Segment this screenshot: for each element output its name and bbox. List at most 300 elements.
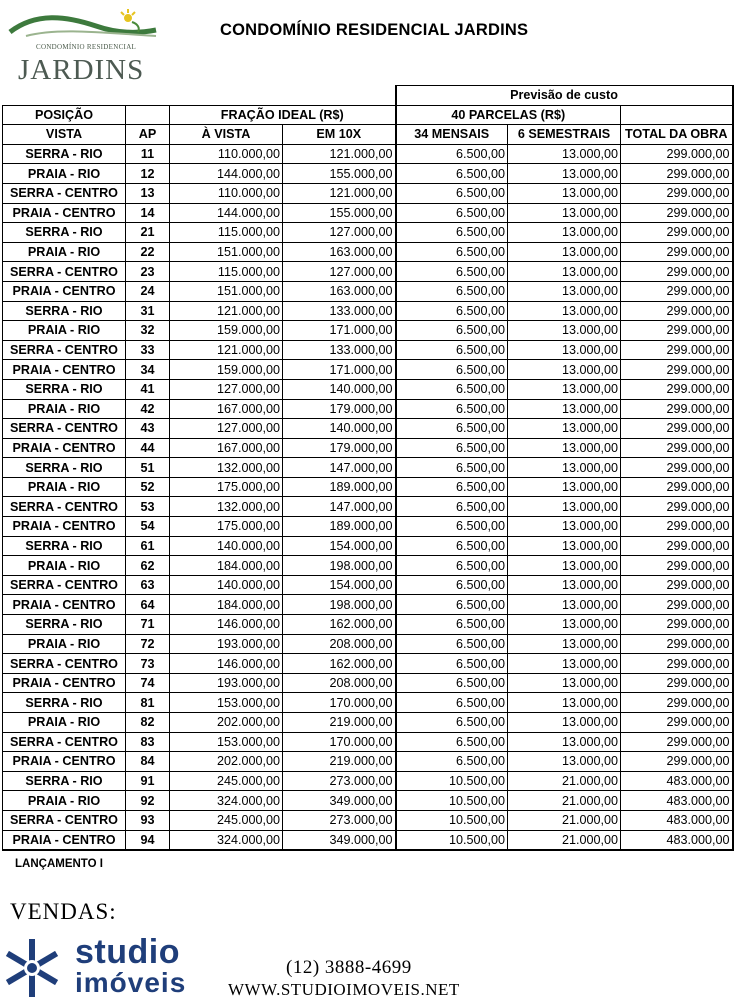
cell-ten: 171.000,00: [283, 321, 396, 341]
cell-semester: 13.000,00: [508, 164, 621, 184]
contact-phone: (12) 3888-4699: [286, 957, 412, 978]
cell-total: 299.000,00: [621, 732, 733, 752]
cell-cash: 110.000,00: [170, 183, 283, 203]
table-row: [3, 399, 733, 419]
cell-view: PRAIA - RIO: [3, 634, 126, 654]
cell-view: SERRA - CENTRO: [3, 654, 126, 674]
col-semester: 6 SEMESTRAIS: [508, 125, 621, 145]
table-row: [3, 203, 733, 223]
cell-total: 299.000,00: [621, 575, 733, 595]
cell-monthly: 6.500,00: [396, 223, 508, 243]
cell-cash: 202.000,00: [170, 752, 283, 772]
cell-cash: 159.000,00: [170, 321, 283, 341]
cell-apt: 12: [126, 164, 170, 184]
cell-total: 299.000,00: [621, 458, 733, 478]
cell-monthly: 6.500,00: [396, 438, 508, 458]
cell-cash: 245.000,00: [170, 810, 283, 830]
cell-cash: 115.000,00: [170, 262, 283, 282]
cell-ten: 163.000,00: [283, 281, 396, 301]
cell-ten: 208.000,00: [283, 673, 396, 693]
logo-subtitle: CONDOMÍNIO RESIDENCIAL: [36, 43, 137, 51]
cell-cash: 167.000,00: [170, 399, 283, 419]
cell-semester: 13.000,00: [508, 242, 621, 262]
cell-monthly: 6.500,00: [396, 654, 508, 674]
cell-view: PRAIA - CENTRO: [3, 595, 126, 615]
cell-apt: 73: [126, 654, 170, 674]
cell-apt: 84: [126, 752, 170, 772]
cell-cash: 140.000,00: [170, 575, 283, 595]
table-row: [3, 654, 733, 674]
cell-ten: 133.000,00: [283, 340, 396, 360]
cell-ten: 155.000,00: [283, 203, 396, 223]
cell-ten: 121.000,00: [283, 144, 396, 164]
table-row: [3, 340, 733, 360]
table-row: [3, 477, 733, 497]
table-row: [3, 575, 733, 595]
cell-ten: 349.000,00: [283, 791, 396, 811]
cell-ten: 140.000,00: [283, 419, 396, 439]
cell-cash: 121.000,00: [170, 340, 283, 360]
col-ten: EM 10X: [283, 125, 396, 145]
cell-apt: 42: [126, 399, 170, 419]
cell-view: SERRA - RIO: [3, 223, 126, 243]
cell-semester: 21.000,00: [508, 830, 621, 850]
cell-total: 299.000,00: [621, 242, 733, 262]
cell-view: SERRA - RIO: [3, 301, 126, 321]
cell-semester: 13.000,00: [508, 183, 621, 203]
cell-total: 483.000,00: [621, 771, 733, 791]
col-view: VISTA: [3, 125, 126, 145]
cell-cash: 153.000,00: [170, 732, 283, 752]
cell-ten: 208.000,00: [283, 634, 396, 654]
cell-total: 299.000,00: [621, 713, 733, 733]
cell-apt: 31: [126, 301, 170, 321]
cell-ten: 147.000,00: [283, 497, 396, 517]
table-row: [3, 223, 733, 243]
cell-semester: 13.000,00: [508, 419, 621, 439]
cell-ten: 189.000,00: [283, 477, 396, 497]
table-row: [3, 379, 733, 399]
price-table: [2, 85, 734, 851]
logo-wordmark: JARDINS: [18, 54, 145, 86]
cell-view: PRAIA - RIO: [3, 556, 126, 576]
cell-cash: 132.000,00: [170, 458, 283, 478]
table-row: [3, 634, 733, 654]
cell-total: 299.000,00: [621, 634, 733, 654]
cell-apt: 52: [126, 477, 170, 497]
cell-monthly: 6.500,00: [396, 164, 508, 184]
table-row: [3, 321, 733, 341]
studio-snowflake-icon: [2, 938, 62, 998]
cell-cash: 159.000,00: [170, 360, 283, 380]
cell-apt: 32: [126, 321, 170, 341]
cell-cash: 151.000,00: [170, 242, 283, 262]
cell-semester: 13.000,00: [508, 615, 621, 635]
cell-monthly: 6.500,00: [396, 634, 508, 654]
cell-view: PRAIA - CENTRO: [3, 360, 126, 380]
cell-apt: 92: [126, 791, 170, 811]
cell-apt: 43: [126, 419, 170, 439]
cell-apt: 54: [126, 517, 170, 537]
table-row: [3, 458, 733, 478]
cell-cash: 115.000,00: [170, 223, 283, 243]
cell-ten: 162.000,00: [283, 654, 396, 674]
cell-cash: 144.000,00: [170, 203, 283, 223]
table-row: [3, 615, 733, 635]
cell-semester: 13.000,00: [508, 438, 621, 458]
cell-total: 299.000,00: [621, 183, 733, 203]
cell-view: PRAIA - RIO: [3, 791, 126, 811]
cell-ten: 140.000,00: [283, 379, 396, 399]
cell-total: 299.000,00: [621, 340, 733, 360]
cell-view: PRAIA - RIO: [3, 477, 126, 497]
cell-apt: 53: [126, 497, 170, 517]
cell-semester: 13.000,00: [508, 575, 621, 595]
cell-monthly: 6.500,00: [396, 752, 508, 772]
cell-cash: 127.000,00: [170, 419, 283, 439]
cell-semester: 13.000,00: [508, 321, 621, 341]
table-row: [3, 360, 733, 380]
forecast-header: Previsão de custo: [396, 86, 733, 106]
cell-semester: 13.000,00: [508, 595, 621, 615]
cell-semester: 13.000,00: [508, 144, 621, 164]
cell-total: 299.000,00: [621, 144, 733, 164]
cell-view: PRAIA - CENTRO: [3, 752, 126, 772]
cell-view: SERRA - CENTRO: [3, 732, 126, 752]
cell-monthly: 6.500,00: [396, 321, 508, 341]
cell-apt: 91: [126, 771, 170, 791]
cell-semester: 13.000,00: [508, 654, 621, 674]
cell-ten: 219.000,00: [283, 713, 396, 733]
cell-view: SERRA - RIO: [3, 615, 126, 635]
cell-apt: 61: [126, 536, 170, 556]
cell-ten: 171.000,00: [283, 360, 396, 380]
cell-monthly: 6.500,00: [396, 673, 508, 693]
cell-cash: 144.000,00: [170, 164, 283, 184]
cell-apt: 14: [126, 203, 170, 223]
cell-total: 299.000,00: [621, 321, 733, 341]
table-row: [3, 262, 733, 282]
cell-ten: 179.000,00: [283, 399, 396, 419]
table-row: [3, 752, 733, 772]
cell-ten: 154.000,00: [283, 575, 396, 595]
cell-view: PRAIA - CENTRO: [3, 203, 126, 223]
table-row: [3, 183, 733, 203]
cell-apt: 21: [126, 223, 170, 243]
cell-cash: 175.000,00: [170, 517, 283, 537]
cell-semester: 13.000,00: [508, 477, 621, 497]
cell-semester: 13.000,00: [508, 379, 621, 399]
cell-total: 299.000,00: [621, 536, 733, 556]
studio-subtitle: imóveis: [75, 967, 187, 998]
table-row: [3, 517, 733, 537]
col-apt: AP: [126, 125, 170, 145]
table-row: [3, 673, 733, 693]
cell-total: 299.000,00: [621, 360, 733, 380]
cell-cash: 146.000,00: [170, 654, 283, 674]
cell-apt: 44: [126, 438, 170, 458]
table-row: [3, 791, 733, 811]
cell-view: SERRA - CENTRO: [3, 497, 126, 517]
cell-apt: 11: [126, 144, 170, 164]
cell-semester: 13.000,00: [508, 693, 621, 713]
cell-monthly: 6.500,00: [396, 497, 508, 517]
cell-total: 299.000,00: [621, 673, 733, 693]
cell-total: 299.000,00: [621, 497, 733, 517]
cell-ten: 163.000,00: [283, 242, 396, 262]
cell-cash: 146.000,00: [170, 615, 283, 635]
cell-ten: 147.000,00: [283, 458, 396, 478]
table-row: [3, 301, 733, 321]
cell-apt: 72: [126, 634, 170, 654]
cell-semester: 13.000,00: [508, 497, 621, 517]
cell-apt: 24: [126, 281, 170, 301]
cell-monthly: 10.500,00: [396, 791, 508, 811]
cell-ten: 273.000,00: [283, 810, 396, 830]
cell-ten: 349.000,00: [283, 830, 396, 850]
cell-ten: 170.000,00: [283, 693, 396, 713]
cell-cash: 132.000,00: [170, 497, 283, 517]
cell-view: SERRA - RIO: [3, 144, 126, 164]
cell-cash: 245.000,00: [170, 771, 283, 791]
cell-apt: 64: [126, 595, 170, 615]
cell-total: 299.000,00: [621, 281, 733, 301]
total-header-blank: [621, 105, 733, 125]
cell-monthly: 6.500,00: [396, 556, 508, 576]
cell-semester: 13.000,00: [508, 399, 621, 419]
cell-total: 299.000,00: [621, 438, 733, 458]
cell-cash: 140.000,00: [170, 536, 283, 556]
cell-cash: 184.000,00: [170, 556, 283, 576]
cell-ten: 198.000,00: [283, 556, 396, 576]
cell-semester: 13.000,00: [508, 203, 621, 223]
cell-view: SERRA - RIO: [3, 771, 126, 791]
cell-view: SERRA - CENTRO: [3, 419, 126, 439]
cell-cash: 110.000,00: [170, 144, 283, 164]
position-header: POSIÇÃO: [3, 105, 126, 125]
table-row: [3, 732, 733, 752]
cell-view: SERRA - CENTRO: [3, 810, 126, 830]
launch-note: LANÇAMENTO I: [15, 858, 103, 870]
table-row: [3, 693, 733, 713]
cell-total: 483.000,00: [621, 830, 733, 850]
cell-semester: 13.000,00: [508, 458, 621, 478]
cell-view: PRAIA - RIO: [3, 164, 126, 184]
cell-monthly: 6.500,00: [396, 732, 508, 752]
table-row: [3, 830, 733, 850]
table-row: [3, 713, 733, 733]
cell-monthly: 6.500,00: [396, 575, 508, 595]
cell-monthly: 6.500,00: [396, 379, 508, 399]
cell-cash: 193.000,00: [170, 634, 283, 654]
table-row: [3, 497, 733, 517]
cell-semester: 13.000,00: [508, 536, 621, 556]
cell-semester: 13.000,00: [508, 556, 621, 576]
cell-total: 299.000,00: [621, 164, 733, 184]
cell-view: PRAIA - RIO: [3, 242, 126, 262]
cell-ten: 219.000,00: [283, 752, 396, 772]
cell-ten: 179.000,00: [283, 438, 396, 458]
cell-monthly: 10.500,00: [396, 830, 508, 850]
cell-apt: 22: [126, 242, 170, 262]
cell-total: 299.000,00: [621, 693, 733, 713]
cell-total: 299.000,00: [621, 419, 733, 439]
cell-view: SERRA - CENTRO: [3, 575, 126, 595]
cell-view: PRAIA - RIO: [3, 713, 126, 733]
cell-cash: 153.000,00: [170, 693, 283, 713]
cell-apt: 51: [126, 458, 170, 478]
cell-monthly: 6.500,00: [396, 144, 508, 164]
cell-monthly: 6.500,00: [396, 360, 508, 380]
cell-view: PRAIA - CENTRO: [3, 517, 126, 537]
table-row: [3, 595, 733, 615]
contact-website[interactable]: WWW.STUDIOIMOVEIS.NET: [228, 980, 460, 999]
cell-semester: 13.000,00: [508, 340, 621, 360]
cell-apt: 23: [126, 262, 170, 282]
cell-monthly: 6.500,00: [396, 262, 508, 282]
cell-monthly: 6.500,00: [396, 183, 508, 203]
cell-semester: 13.000,00: [508, 752, 621, 772]
cell-ten: 133.000,00: [283, 301, 396, 321]
cell-monthly: 10.500,00: [396, 810, 508, 830]
cell-ten: 273.000,00: [283, 771, 396, 791]
cell-monthly: 6.500,00: [396, 242, 508, 262]
cell-ten: 127.000,00: [283, 223, 396, 243]
cell-cash: 167.000,00: [170, 438, 283, 458]
cell-view: SERRA - CENTRO: [3, 183, 126, 203]
cell-total: 299.000,00: [621, 615, 733, 635]
cell-apt: 13: [126, 183, 170, 203]
cell-apt: 82: [126, 713, 170, 733]
cell-view: PRAIA - CENTRO: [3, 438, 126, 458]
cell-total: 299.000,00: [621, 752, 733, 772]
cell-semester: 13.000,00: [508, 673, 621, 693]
cell-apt: 83: [126, 732, 170, 752]
cell-ten: 198.000,00: [283, 595, 396, 615]
cell-view: SERRA - CENTRO: [3, 340, 126, 360]
cell-cash: 127.000,00: [170, 379, 283, 399]
cell-ten: 155.000,00: [283, 164, 396, 184]
cell-apt: 94: [126, 830, 170, 850]
cell-monthly: 6.500,00: [396, 458, 508, 478]
cell-view: PRAIA - RIO: [3, 399, 126, 419]
table-row: [3, 281, 733, 301]
cell-cash: 184.000,00: [170, 595, 283, 615]
cell-apt: 71: [126, 615, 170, 635]
cell-ten: 154.000,00: [283, 536, 396, 556]
cell-view: SERRA - RIO: [3, 536, 126, 556]
table-row: [3, 144, 733, 164]
cell-ten: 162.000,00: [283, 615, 396, 635]
cell-view: PRAIA - CENTRO: [3, 830, 126, 850]
installments-header: 40 PARCELAS (R$): [396, 105, 621, 125]
table-row: [3, 556, 733, 576]
cell-view: PRAIA - RIO: [3, 321, 126, 341]
cell-monthly: 6.500,00: [396, 615, 508, 635]
cell-total: 299.000,00: [621, 477, 733, 497]
cell-apt: 93: [126, 810, 170, 830]
price-table-body: [3, 144, 733, 850]
cell-monthly: 6.500,00: [396, 477, 508, 497]
cell-monthly: 6.500,00: [396, 301, 508, 321]
cell-monthly: 6.500,00: [396, 281, 508, 301]
cell-view: SERRA - RIO: [3, 693, 126, 713]
col-total: TOTAL DA OBRA: [621, 125, 733, 145]
cell-semester: 13.000,00: [508, 732, 621, 752]
cell-cash: 175.000,00: [170, 477, 283, 497]
cell-total: 299.000,00: [621, 262, 733, 282]
cell-ten: 170.000,00: [283, 732, 396, 752]
table-row: [3, 438, 733, 458]
cell-cash: 121.000,00: [170, 301, 283, 321]
cell-total: 299.000,00: [621, 203, 733, 223]
jardins-logo: [6, 6, 166, 86]
cell-ten: 127.000,00: [283, 262, 396, 282]
cell-total: 483.000,00: [621, 791, 733, 811]
cell-apt: 34: [126, 360, 170, 380]
studio-wordmark: studio: [75, 933, 180, 971]
cell-view: SERRA - RIO: [3, 379, 126, 399]
table-row: [3, 810, 733, 830]
cell-semester: 21.000,00: [508, 771, 621, 791]
cell-monthly: 6.500,00: [396, 419, 508, 439]
cell-cash: 324.000,00: [170, 791, 283, 811]
cell-ten: 189.000,00: [283, 517, 396, 537]
cell-apt: 63: [126, 575, 170, 595]
cell-monthly: 6.500,00: [396, 203, 508, 223]
table-row: [3, 242, 733, 262]
table-row: [3, 536, 733, 556]
cell-monthly: 6.500,00: [396, 340, 508, 360]
cell-semester: 13.000,00: [508, 301, 621, 321]
cell-cash: 202.000,00: [170, 713, 283, 733]
col-cash: À VISTA: [170, 125, 283, 145]
table-row: [3, 164, 733, 184]
cell-monthly: 6.500,00: [396, 536, 508, 556]
cell-semester: 13.000,00: [508, 634, 621, 654]
cell-total: 299.000,00: [621, 517, 733, 537]
cell-semester: 21.000,00: [508, 810, 621, 830]
cell-semester: 13.000,00: [508, 281, 621, 301]
cell-cash: 193.000,00: [170, 673, 283, 693]
cell-view: SERRA - CENTRO: [3, 262, 126, 282]
fraction-header: FRAÇÃO IDEAL (R$): [170, 105, 396, 125]
cell-total: 299.000,00: [621, 399, 733, 419]
table-row: [3, 419, 733, 439]
cell-view: SERRA - RIO: [3, 458, 126, 478]
cell-total: 299.000,00: [621, 223, 733, 243]
cell-monthly: 10.500,00: [396, 771, 508, 791]
table-row: [3, 771, 733, 791]
cell-apt: 41: [126, 379, 170, 399]
cell-cash: 151.000,00: [170, 281, 283, 301]
cell-apt: 62: [126, 556, 170, 576]
cell-total: 299.000,00: [621, 379, 733, 399]
col-monthly: 34 MENSAIS: [396, 125, 508, 145]
page-title: CONDOMÍNIO RESIDENCIAL JARDINS: [220, 21, 529, 39]
cell-apt: 81: [126, 693, 170, 713]
cell-semester: 13.000,00: [508, 713, 621, 733]
cell-semester: 21.000,00: [508, 791, 621, 811]
cell-total: 299.000,00: [621, 301, 733, 321]
cell-total: 483.000,00: [621, 810, 733, 830]
cell-total: 299.000,00: [621, 595, 733, 615]
cell-monthly: 6.500,00: [396, 693, 508, 713]
cell-total: 299.000,00: [621, 654, 733, 674]
cell-monthly: 6.500,00: [396, 517, 508, 537]
cell-monthly: 6.500,00: [396, 595, 508, 615]
cell-monthly: 6.500,00: [396, 399, 508, 419]
